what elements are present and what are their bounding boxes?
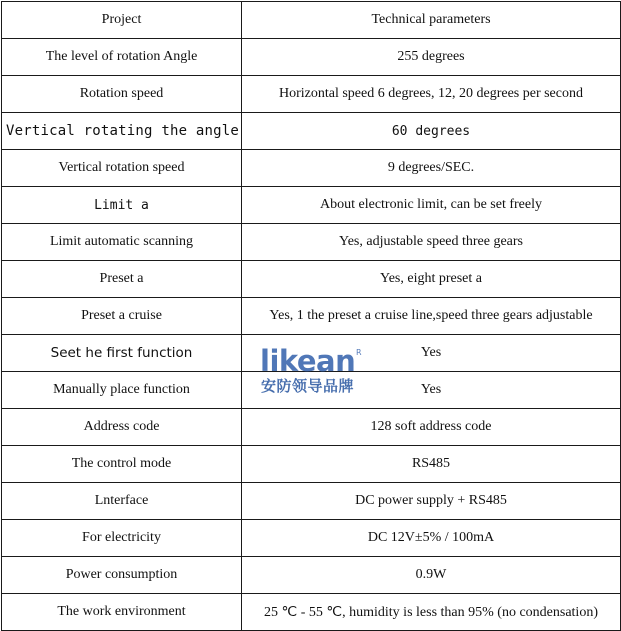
row-value: Yes, eight preset a: [242, 261, 621, 298]
row-label: Vertical rotating the angle: [2, 113, 242, 150]
header-technical-parameters: Technical parameters: [242, 2, 621, 39]
row-label: For electricity: [2, 520, 242, 557]
row-label: Power consumption: [2, 557, 242, 594]
header-project: Project: [2, 2, 242, 39]
table-row: [2, 261, 621, 298]
watermark-slogan-text: 安防领导品牌: [261, 377, 355, 395]
table-header-row: [2, 2, 621, 39]
row-value: About electronic limit, can be set freely: [242, 187, 621, 224]
row-value: 9 degrees/SEC.: [242, 150, 621, 187]
row-value: Yes: [242, 372, 621, 409]
row-label: Rotation speed: [2, 76, 242, 113]
table-row: [2, 187, 621, 224]
row-value: DC power supply + RS485: [242, 483, 621, 520]
table-row: [2, 409, 621, 446]
table-row: [2, 76, 621, 113]
row-label: Vertical rotation speed: [2, 150, 242, 187]
row-label: Preset a: [2, 261, 242, 298]
row-label: The work environment: [2, 594, 242, 631]
table-row: [2, 39, 621, 76]
row-value: Yes: [242, 335, 621, 372]
watermark-brand-text: likean: [260, 344, 356, 378]
row-label: Manually place function: [2, 372, 242, 409]
row-label: Limit a: [2, 187, 242, 224]
row-value: 25 ℃ - 55 ℃, humidity is less than 95% (no condensation): [242, 594, 621, 631]
table-row: [2, 224, 621, 261]
row-value: Yes, adjustable speed three gears: [242, 224, 621, 261]
table-row: [2, 113, 621, 150]
row-label: Lnterface: [2, 483, 242, 520]
table-row: [2, 298, 621, 335]
spec-table: [1, 1, 621, 631]
row-label: Seet he first function: [2, 335, 242, 372]
table-row: [2, 483, 621, 520]
row-value: Horizontal speed 6 degrees, 12, 20 degrees per second: [242, 76, 621, 113]
row-label: Preset a cruise: [2, 298, 242, 335]
row-label: Address code: [2, 409, 242, 446]
row-value: RS485: [242, 446, 621, 483]
row-value: 0.9W: [242, 557, 621, 594]
row-value: 60 degrees: [242, 113, 621, 150]
table-row: [2, 150, 621, 187]
row-value: 128 soft address code: [242, 409, 621, 446]
row-label: Limit automatic scanning: [2, 224, 242, 261]
table-row: [2, 446, 621, 483]
table-row: [2, 594, 621, 631]
row-value: Yes, 1 the preset a cruise line,speed three gears adjustable: [242, 298, 621, 335]
row-value: DC 12V±5% / 100mA: [242, 520, 621, 557]
table-row: [2, 335, 621, 372]
table-row: [2, 557, 621, 594]
row-label: The level of rotation Angle: [2, 39, 242, 76]
row-value: 255 degrees: [242, 39, 621, 76]
row-label: The control mode: [2, 446, 242, 483]
table-row: [2, 372, 621, 409]
registered-mark: R: [356, 348, 362, 357]
table-row: [2, 520, 621, 557]
